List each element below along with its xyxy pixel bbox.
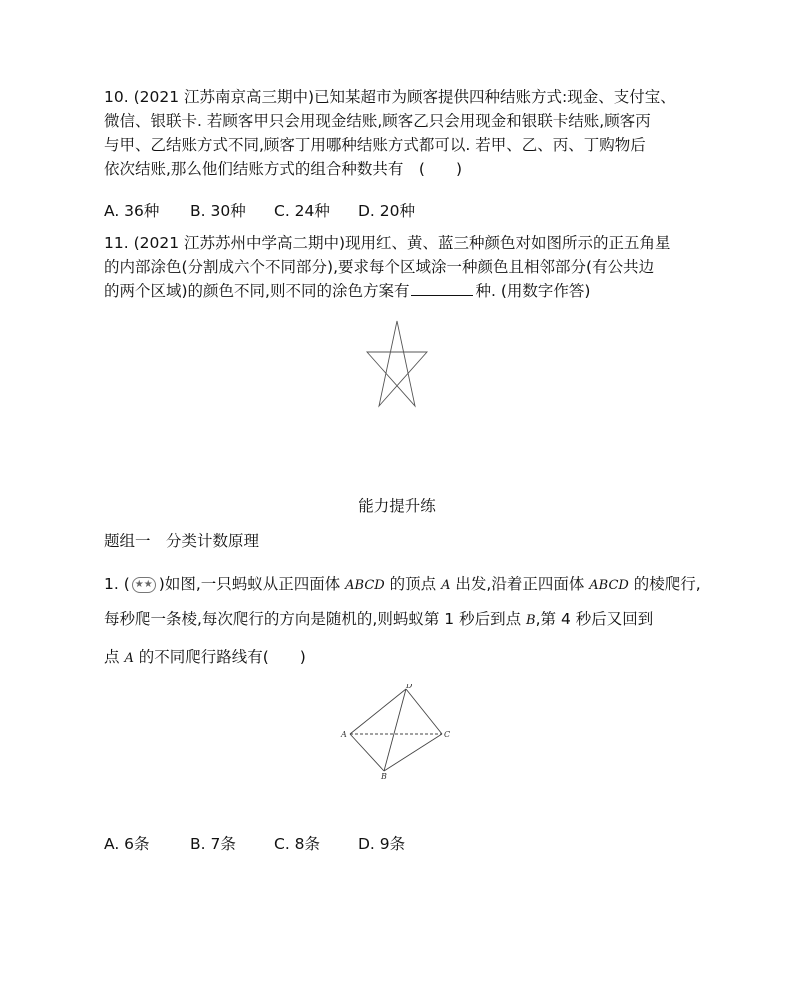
q1-option-a: A. 6条 (104, 835, 150, 853)
vertex-a-2: A (124, 651, 134, 666)
q10-line-4: 依次结账,那么他们结账方式的组合种数共有 ( ) (104, 160, 463, 178)
vertex-b: B (526, 613, 536, 628)
tetrahedron-svg (340, 684, 456, 780)
q10-line-3: 与甲、乙结账方式不同,顾客丁用哪种结账方式都可以. 若甲、乙、丙、丁购物后 (104, 136, 646, 154)
q1-line-1-a: )如图,一只蚂蚁从正四面体 (158, 575, 346, 593)
vertex-a-1: A (441, 578, 451, 593)
q10-option-c: C. 24种 (274, 202, 330, 220)
q1-line-3-b: 的不同爬行路线有( ) (133, 648, 306, 666)
q11-line-3 (104, 280, 590, 302)
pentagram-svg (362, 318, 432, 410)
q1-option-d: D. 9条 (358, 835, 406, 853)
section-title: 能力提升练 (358, 497, 436, 515)
q10-line-2: 微信、银联卡. 若顾客甲只会用现金结账,顾客乙只会用现金和银联卡结账,顾客丙 (104, 112, 651, 130)
q10-option-a: A. 36种 (104, 202, 160, 220)
q11-line-1: 11. (2021 江苏苏州中学高二期中)现用红、黄、蓝三种颜色对如图所示的正五角星 (104, 234, 671, 252)
label-b: B (381, 772, 387, 780)
q1-line-2-b: 秒后到点 (454, 610, 527, 628)
edge-ad (350, 689, 406, 734)
q1-line-1-c: 出发,沿着正四面体 (450, 575, 590, 593)
q1-number: 1. ( (104, 575, 130, 593)
q1-line-3 (104, 646, 306, 670)
q1-line-1-b: 的顶点 (384, 575, 442, 593)
q1-option-b: B. 7条 (190, 835, 236, 853)
q1-line-2-a: 每秒爬一条棱,每次爬行的方向是随机的,则蚂蚁第 (104, 610, 445, 628)
q10-line-1: 10. (2021 江苏南京高三期中)已知某超市为顾客提供四种结账方式:现金、支付宝、 (104, 88, 676, 106)
label-c: C (444, 730, 451, 739)
pentagram-outline (367, 321, 427, 406)
q11-line-3-after: 种. (用数字作答) (475, 282, 591, 300)
star-figure (362, 318, 432, 414)
q1-second-4: 4 (560, 610, 571, 628)
tetra-abcd-1: ABCD (345, 578, 385, 593)
q1-option-c: C. 8条 (274, 835, 321, 853)
label-d: D (406, 684, 413, 690)
tetrahedron-figure (340, 684, 456, 784)
q10-option-d: D. 20种 (358, 202, 416, 220)
q1-line-2 (104, 608, 653, 632)
q1-line-3-a: 点 (104, 648, 125, 666)
tetra-abcd-2: ABCD (589, 578, 629, 593)
label-a: A (341, 730, 347, 739)
difficulty-icon: ★★ (132, 577, 156, 593)
q1-second-1: 1 (444, 610, 455, 628)
answer-blank (411, 281, 473, 296)
edge-dc (406, 689, 442, 734)
q10-option-b: B. 30种 (190, 202, 246, 220)
q11-line-3-before: 的两个区域)的颜色不同,则不同的涂色方案有 (104, 282, 410, 300)
q1-line-2-d: 秒后又回到 (570, 610, 654, 628)
q1-line-2-c: ,第 (535, 610, 561, 628)
q1-line-1-d: 的棱爬行, (628, 575, 701, 593)
edge-ab (350, 734, 384, 771)
q11-line-2: 的内部涂色(分割成六个不同部分),要求每个区域涂一种颜色且相邻部分(有公共边 (104, 258, 655, 276)
group-title: 题组一 分类计数原理 (104, 532, 260, 550)
q1-line-1 (104, 573, 701, 597)
